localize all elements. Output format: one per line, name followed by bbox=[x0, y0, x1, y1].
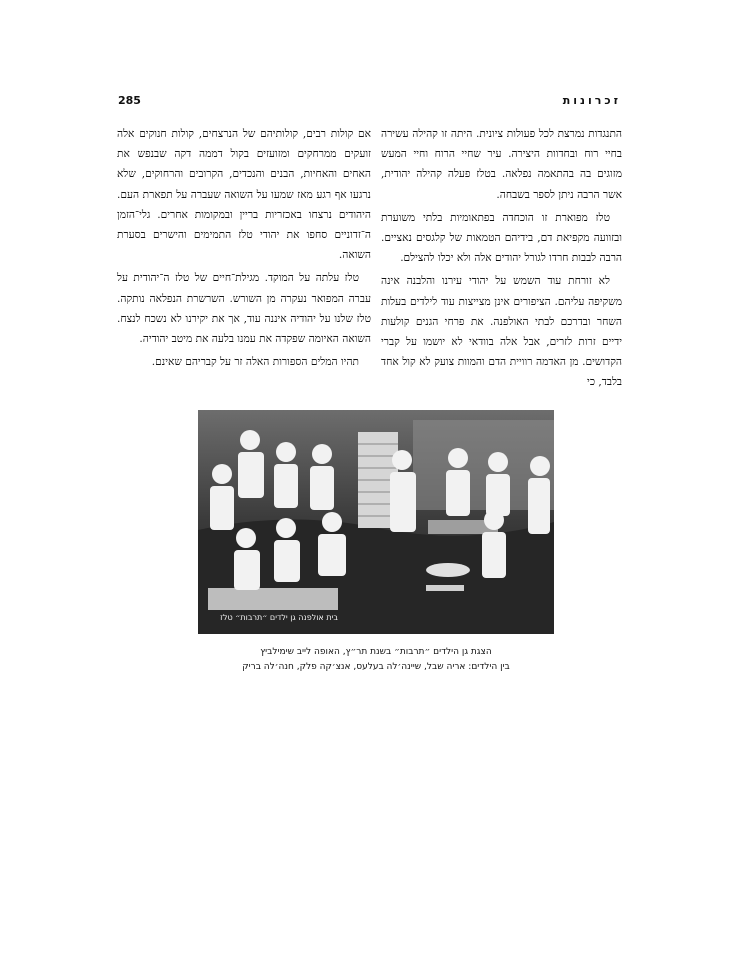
historical-photo bbox=[198, 410, 554, 634]
caption-line: הצגת גן הילדים ״תרבות״ בשנת תר״ץ, האופה לייב שימילביץ bbox=[260, 647, 492, 657]
page-number: 285 bbox=[118, 94, 141, 107]
caption-line: בין הילדים: אריה שבל, שיינה׳לה בעלעס, אנצ׳קה פלק, חנה׳לה בריק bbox=[242, 662, 510, 672]
text-column-right bbox=[381, 124, 622, 396]
paragraph: טלז מפוארת זו הוכחדה בפתאומיות בלתי משוערת ובזוועה מקפיאת דם, בידיהם הטמאות של קלגסים נאציים. הרבה לבבות חרדו לגורל יהודים אלה ולא יכלו להצילם. bbox=[381, 211, 622, 265]
photo-caption bbox=[190, 645, 562, 675]
paragraph: אם קולות רבים, קולותיהם של הנרצחים, קולות חנוקים אלה זועקים ממרחקים ומזועזים בקול דממה דקה שבנפש את האחים והאחיות, הבנים והנכדים, הקרובים והרחוקים, שלא נרגעו אף רגע מאז שמעו על השואה שעברה על תפארת העם. היהודים נרצחו באכזריות בריין ובמקומות אחרים. גלי־הזמן ה־זדוניים סחפו את יהודי טלז התמימים והישרים בסערת השואה. bbox=[117, 128, 371, 262]
paragraph: טלז עלתה על המוקד. מגילת־חיים של טלז ה־יהודית על עברה המפואר נעקרה מן השורש. השרשרת הנפלאה נותקה. טלז שלנו על יהודיה איננה עוד, אך את יקירנו לא נשכח לנצח. השואה האיומה שפקדה את עמנו בלעה את מיטב יהודיה. bbox=[117, 272, 371, 346]
paragraph: התנגדות נמרצת לכל פעולות ציונית. היתה זו קהילה עשירה בחיי רוח ובחדוות היצירה. עיר שחיי הרוח וחיי המעש מזוגים בה בהתאמה נפלאה. בטלז פעלה קהילה יהודית, אשר הרבה ניתן לספר בשבחה. bbox=[381, 128, 622, 201]
photo-children-bakers-icon bbox=[198, 410, 554, 634]
paragraph: לא זורחת עוד השמש על יהודי עירנו והלבנה אינה משקיפה עליהם. הציפורים אינן מצייצות עוד לילדים בעלות השחר ובדרכם לבתי האולפנה. את פרחי הגנים קולעות ידיים זרות לזרים, אבל אלה בוודאי לא יושמו על קברי הקדושים. מן האדמה רוויית הדם והמוות צועק לא קול אחד בלבד, כי bbox=[381, 275, 622, 389]
text-column-left bbox=[117, 124, 371, 375]
paragraph: תהיו המלים הספורות האלה זר על קבריהם שאינם. bbox=[151, 356, 359, 369]
photo-inscription: בית אולפנה גן ילדים ״תרבות״ טלז bbox=[220, 613, 338, 622]
running-head: זכרונות bbox=[562, 94, 621, 107]
